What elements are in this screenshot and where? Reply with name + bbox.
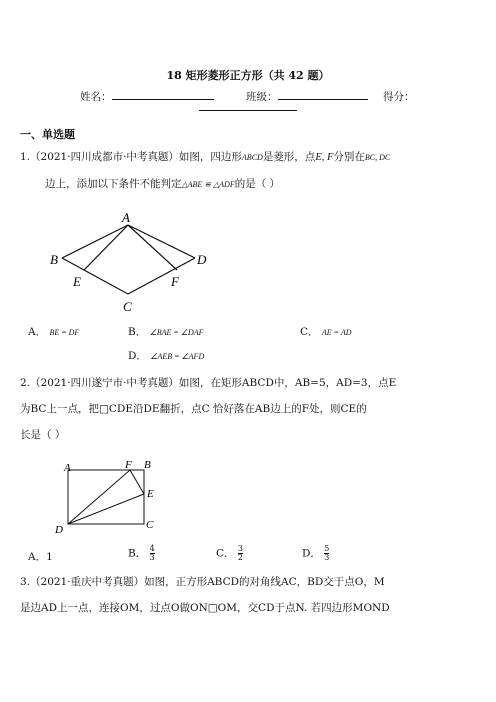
denominator: 3: [149, 553, 155, 562]
q1-option-a[interactable]: [28, 324, 79, 341]
fraction: [150, 545, 155, 562]
q3-line2: 是边AD上一点，连接OM，过点O做ON□OM，交CD于点N. 若四边形MOND: [20, 602, 390, 614]
q1-abcd: ABCD: [241, 153, 263, 162]
denominator: 2: [237, 553, 243, 562]
q2-line3: 长是（ ）: [20, 429, 66, 441]
score-blank: [199, 110, 297, 111]
option-text: BE = DF: [49, 328, 80, 337]
q1-text-d: 边上，添加以下条件不能判定: [45, 178, 182, 190]
page-title: 18 矩形菱形正方形（共 42 题）: [166, 69, 330, 82]
option-letter: C．: [216, 547, 235, 560]
rect-label-D: D: [55, 524, 63, 536]
numerator: 5: [324, 544, 330, 553]
q2-option-c[interactable]: [216, 545, 243, 562]
q1-line1: [20, 149, 390, 166]
fraction: [238, 545, 243, 562]
rect-label-F: F: [125, 459, 132, 471]
option-letter: A．: [28, 326, 47, 338]
q1-text-c: 分别在: [333, 151, 365, 163]
rhombus-figure: [40, 208, 230, 318]
denominator: 3: [324, 553, 330, 562]
point-label-C: C: [123, 299, 132, 314]
point-label-B: B: [50, 252, 58, 267]
q2-option-a[interactable]: [28, 549, 53, 565]
point-label-A: A: [122, 210, 130, 225]
option-text: ∠BAE = ∠DAF: [149, 328, 204, 337]
option-letter: A．: [28, 551, 47, 563]
option-text: 1: [46, 551, 53, 563]
point-label-E: E: [73, 274, 81, 289]
rect-label-A: A: [64, 462, 71, 474]
section-title: 一、单选题: [20, 128, 75, 141]
q2-line2: 为BC上一点，把□CDE沿DE翻折，点C 恰好落在AB边上的F处，则CE的: [20, 403, 367, 415]
option-text: ∠AEB = ∠AFD: [150, 352, 205, 361]
q1-option-c[interactable]: [300, 324, 352, 341]
q1-congruence: △ABE ≌ △ADF: [181, 180, 235, 189]
name-field: [80, 89, 214, 104]
q1-ef: E, F: [315, 152, 334, 163]
name-blank: [112, 89, 214, 100]
option-letter: B．: [128, 547, 147, 560]
q1-line2: [45, 176, 280, 193]
rect-label-E: E: [147, 488, 154, 500]
option-letter: B．: [128, 326, 147, 338]
q2-line1: 2.（2021·四川遂宁市·中考真题）如图，在矩形ABCD中，AB=5，AD=3，点E: [20, 377, 397, 389]
q1-option-b[interactable]: [128, 324, 204, 341]
q1-text-a: 1.（2021·四川成都市·中考真题）如图，四边形: [20, 151, 242, 163]
class-field: [246, 89, 368, 104]
q1-text-b: 是菱形，点: [262, 151, 316, 163]
rect-label-C: C: [146, 519, 154, 531]
q3-line1: 3.（2021·重庆中考真题）如图，正方形ABCD的对角线AC，BD交于点O，M: [20, 576, 385, 588]
rect-label-B: B: [144, 459, 151, 471]
fraction: [324, 545, 329, 562]
option-letter: C．: [300, 326, 319, 338]
rectangle-figure: [48, 458, 168, 540]
class-blank: [278, 89, 368, 100]
numerator: 3: [237, 544, 243, 553]
q1-text-e: 的是（ ）: [234, 178, 281, 190]
point-label-D: D: [197, 252, 207, 267]
option-letter: D．: [302, 547, 321, 560]
option-letter: D．: [128, 350, 147, 362]
q1-option-d[interactable]: [128, 348, 204, 365]
q2-option-b[interactable]: [128, 545, 155, 562]
name-label: 姓名：: [80, 91, 112, 103]
score-label: 得分：: [383, 91, 415, 103]
numerator: 4: [149, 544, 155, 553]
class-label: 班级：: [246, 91, 278, 103]
point-label-F: F: [171, 274, 179, 289]
option-text: AE = AD: [321, 328, 352, 337]
q2-option-d[interactable]: [302, 545, 329, 562]
q1-bcdc: BC, DC: [364, 153, 391, 162]
